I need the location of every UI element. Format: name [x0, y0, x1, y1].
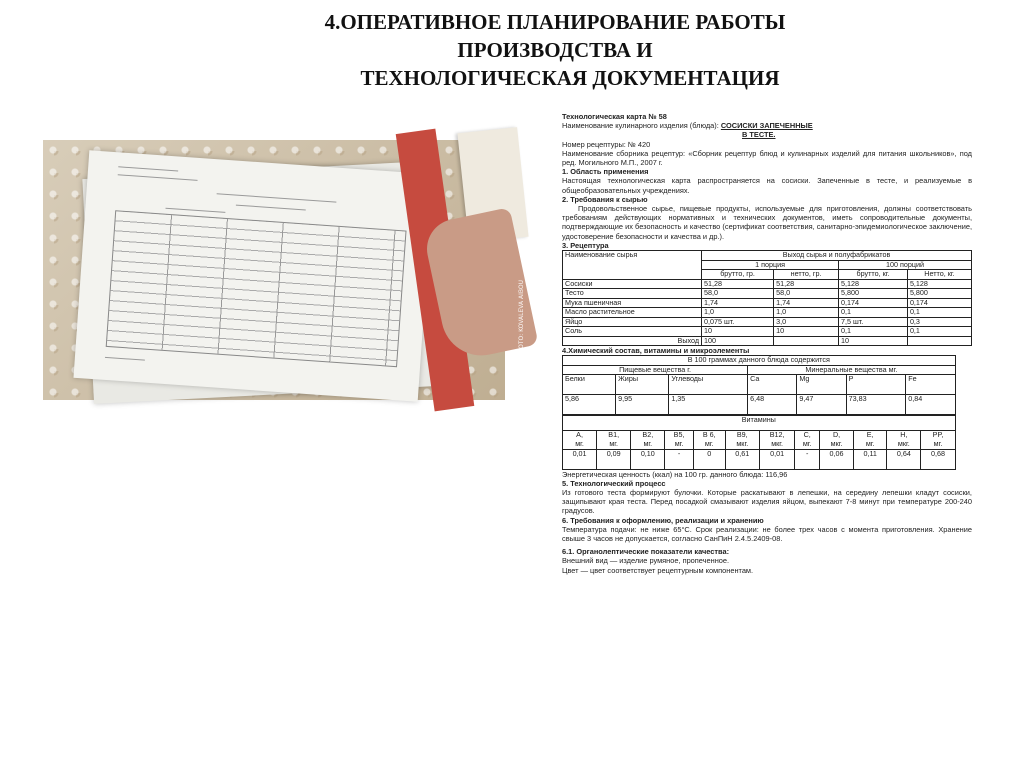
cell: 5,128 — [839, 279, 908, 289]
vitamin-label — [665, 431, 693, 449]
minerals-head: Минеральные вещества мг. — [748, 365, 955, 375]
paper-sheet-front — [73, 150, 433, 402]
vitamin-label — [631, 431, 665, 449]
section-1-heading: 1. Область применения — [562, 167, 649, 177]
vitamin-label — [693, 431, 725, 449]
vitamin-symbol: B12, — [769, 430, 785, 440]
vitamin-symbol: B9, — [736, 430, 748, 440]
vitamin-label-row — [563, 431, 956, 449]
recipe-header-1-portion: 1 порция — [702, 260, 839, 270]
vitamin-label — [725, 431, 759, 449]
cell: 3,0 — [774, 317, 839, 327]
vitamin-value: 0,10 — [631, 449, 665, 469]
vitamin-value: - — [665, 449, 693, 469]
value-fats: 9,95 — [616, 395, 669, 415]
cell: 0,075 шт. — [702, 317, 774, 327]
value-fe: 0,84 — [906, 395, 955, 415]
vitamin-symbol: PP, — [932, 430, 944, 440]
cell: 0,1 — [907, 308, 971, 318]
vitamin-symbol: E, — [866, 430, 874, 440]
vitamin-unit: мкг. — [830, 439, 843, 449]
yield-label: Выход — [563, 336, 702, 346]
recipe-header-netto-g: нетто, гр. — [774, 270, 839, 280]
vitamin-label — [795, 431, 820, 449]
label-fe: Fe — [906, 375, 955, 395]
cell: 1,74 — [702, 298, 774, 308]
yield-row — [563, 336, 972, 346]
vitamin-value: 0,06 — [819, 449, 853, 469]
section-1-text: Настоящая технологическая карта распространяется на сосиски. Запеченные в тесте, и реализуемые в общеобразовательных учреждениях. — [562, 176, 972, 195]
cell: 58,0 — [702, 289, 774, 299]
recipe-table — [562, 250, 972, 346]
vitamin-unit: мг. — [704, 439, 714, 449]
cell: 58,0 — [774, 289, 839, 299]
vitamin-symbol: A, — [576, 430, 583, 440]
section-3-heading: 3. Рецептура — [562, 240, 609, 250]
vitamin-symbol: B2, — [642, 430, 654, 440]
dish-line — [562, 121, 972, 130]
vitamin-value: 0,61 — [725, 449, 759, 469]
color-line: Цвет — цвет соответствует рецептурным компонентам. — [562, 565, 754, 575]
section-4-heading: 4.Химический состав, витамины и микроэлементы — [562, 346, 750, 356]
ingredient-name: Мука пшеничная — [563, 298, 702, 308]
slide-title — [200, 8, 900, 92]
label-ca: Ca — [748, 375, 797, 395]
vitamin-value-row — [563, 449, 956, 469]
ingredient-name: Тесто — [563, 289, 702, 299]
cell: 1,0 — [702, 308, 774, 318]
cell: 0,1 — [839, 308, 908, 318]
recipe-header-output: Выход сырья и полуфабрикатов — [702, 251, 972, 261]
title-line-1: 4.ОПЕРАТИВНОЕ ПЛАНИРОВАНИЕ РАБОТЫ — [324, 10, 786, 34]
section-5-heading: 5. Технологический процесс — [562, 478, 666, 488]
kitchen-document-photo — [43, 140, 525, 400]
title-line-2: ПРОИЗВОДСТВА И — [457, 38, 653, 62]
vitamin-unit: мкг. — [897, 439, 910, 449]
ingredient-name: Яйцо — [563, 317, 702, 327]
cell: 7,5 шт. — [839, 317, 908, 327]
vitamin-unit: мкг. — [771, 439, 784, 449]
value-proteins: 5,86 — [563, 395, 616, 415]
chemical-composition-table — [562, 355, 956, 415]
cell: 5,128 — [907, 279, 971, 289]
vitamin-value: 0,01 — [563, 449, 597, 469]
vitamin-label — [921, 431, 955, 449]
value-ca: 6,48 — [748, 395, 797, 415]
value-mg: 9,47 — [797, 395, 846, 415]
label-fats: Жиры — [616, 375, 669, 395]
cell: 0,3 — [907, 317, 971, 327]
vitamin-unit: мг. — [933, 439, 943, 449]
table-row — [563, 327, 972, 337]
label-carbs: Углеводы — [669, 375, 748, 395]
value-carbs: 1,35 — [669, 395, 748, 415]
cell: 1,0 — [774, 308, 839, 318]
vitamin-symbol: D, — [832, 430, 841, 440]
photo-watermark: PHOTO: KOVALEVA AIBOU — [517, 280, 525, 357]
cell: 51,28 — [702, 279, 774, 289]
vitamin-unit: мг. — [802, 439, 812, 449]
vitamin-label — [563, 431, 597, 449]
vitamin-unit: мг. — [575, 439, 584, 449]
ingredient-name: Сосиски — [563, 279, 702, 289]
vitamin-value: 0,64 — [887, 449, 921, 469]
vitamin-symbol: H, — [900, 430, 908, 440]
vitamin-value: 0 — [693, 449, 725, 469]
vitamin-value: 0,01 — [759, 449, 795, 469]
recipe-header-brutto-kg: брутто, кг. — [839, 270, 908, 280]
vitamin-symbol: C, — [803, 430, 811, 440]
section-2-heading: 2. Требования к сырью — [562, 194, 648, 204]
appearance-line: Внешний вид — изделие румяное, пропеченное. — [562, 556, 730, 566]
vitamins-head: Витамины — [563, 416, 956, 431]
dish-name-2: В ТЕСТЕ. — [742, 130, 776, 140]
label-p: P — [846, 375, 906, 395]
vitamin-symbol: B1, — [608, 430, 620, 440]
vitamin-label — [819, 431, 853, 449]
section-5-text: Из готового теста формируют булочки. Которые раскатывают в лепешки, на середину лепешки кладут сосиски, защипывают края теста. Перед посадкой смазывают изделия яйцом, выпекают 7-8 минут при температуре 200-240 градусов. — [562, 488, 972, 516]
cell: 10 — [702, 327, 774, 337]
recipe-header-netto-kg: Нетто, кг. — [907, 270, 971, 280]
cell: 5,800 — [907, 289, 971, 299]
vitamin-unit: мг. — [609, 439, 619, 449]
vitamin-unit: мг. — [674, 439, 684, 449]
vitamin-label — [597, 431, 631, 449]
recipe-number: Номер рецептуры: № 420 — [562, 139, 651, 149]
yield-100: 10 — [839, 336, 908, 346]
technology-card-document — [562, 112, 972, 575]
dish-label: Наименование кулинарного изделия (блюда): — [562, 121, 719, 131]
vitamin-label — [854, 431, 887, 449]
vitamin-symbol: B5, — [673, 430, 685, 440]
vitamin-value: 0,09 — [597, 449, 631, 469]
title-line-3: ТЕХНОЛОГИЧЕСКАЯ ДОКУМЕНТАЦИЯ — [360, 66, 780, 90]
label-proteins: Белки — [563, 375, 616, 395]
section-6-text: Температура подачи: не ниже 65°С. Срок реализации: не более трех часов с момента приготовления. Хранение свыше 3 часов не допускается, согласно СанПиН 2.4.5.2409-08. — [562, 524, 972, 544]
yield-1: 100 — [702, 336, 774, 346]
cell: 5,800 — [839, 289, 908, 299]
recipe-header-100-portions: 100 порций — [839, 260, 972, 270]
vitamin-unit: мг. — [643, 439, 653, 449]
table-row — [563, 308, 972, 318]
cell: 0,1 — [907, 327, 971, 337]
label-mg: Mg — [797, 375, 846, 395]
cell: 0,174 — [839, 298, 908, 308]
cell — [907, 336, 971, 346]
cell: 0,1 — [839, 327, 908, 337]
recipe-header-brutto-g: брутто, гр. — [702, 270, 774, 280]
vitamin-value: 0,11 — [854, 449, 887, 469]
cell: 51,28 — [774, 279, 839, 289]
chem-head: В 100 граммах данного блюда содержится — [563, 356, 956, 366]
vitamin-label — [887, 431, 921, 449]
nutrients-head: Пищевые вещества г. — [563, 365, 748, 375]
vitamin-unit: мкг. — [736, 439, 749, 449]
card-title: Технологическая карта № 58 — [562, 112, 667, 121]
vitamin-value: - — [795, 449, 820, 469]
value-p: 73,83 — [846, 395, 906, 415]
cell: 1,74 — [774, 298, 839, 308]
recipe-header-name: Наименование сырья — [563, 251, 702, 280]
ingredient-name: Соль — [563, 327, 702, 337]
section-6-1-heading: 6.1. Органолептические показатели качества: — [562, 547, 730, 557]
collection-name: Наименование сборника рецептур: «Сборник рецептур блюд и кулинарных изделий для питания школьников», под ред. Могильного М.П., 2007 г. — [562, 148, 972, 168]
vitamins-table — [562, 415, 956, 469]
vitamin-symbol: B 6, — [702, 430, 716, 440]
photo-table — [106, 210, 407, 367]
dish-name-1: СОСИСКИ ЗАПЕЧЕННЫЕ — [720, 121, 813, 131]
section-6-heading: 6. Требования к оформлению, реализации и хранению — [562, 515, 764, 525]
table-row — [563, 289, 972, 299]
energy-value: Энергетическая ценность (ккал) на 100 гр. данного блюда: 116,96 — [562, 469, 788, 479]
cell — [774, 336, 839, 346]
ingredient-name: Масло растительное — [563, 308, 702, 318]
cell: 0,174 — [907, 298, 971, 308]
cell: 10 — [774, 327, 839, 337]
vitamin-unit: мг. — [865, 439, 875, 449]
vitamin-label — [759, 431, 795, 449]
vitamin-value: 0,68 — [921, 449, 955, 469]
section-2-text: Продовольственное сырье, пищевые продукты, используемые для приготовления, должны соответствовать требованиям действующих нормативных и технических документов, иметь сопроводительные документы, подтверждающие их безопасность и качество (сертификат соответствия, санитарно-эпидемиологическое заключение, удостоверение безопасности и качества и др.). — [562, 204, 972, 241]
